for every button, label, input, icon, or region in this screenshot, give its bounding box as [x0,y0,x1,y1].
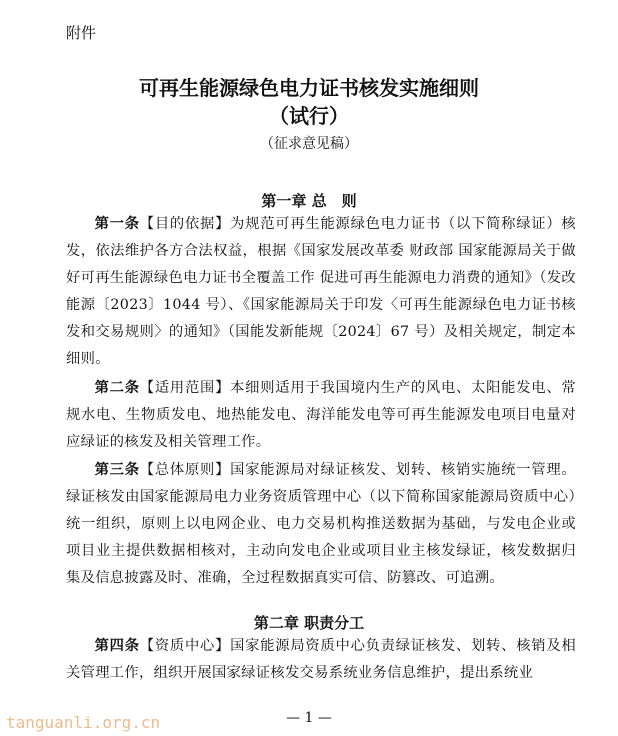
article-1 [66,211,576,373]
article-2-head: 第二条 [94,380,140,396]
attachment-label: 附件 [66,24,97,42]
chapter-1-title: 第一章 总 则 [261,192,357,210]
article-1-head: 第一条 [94,216,140,232]
article-2 [66,375,576,456]
article-4 [66,633,576,687]
article-3 [66,457,576,592]
draft-note: （征求意见稿） [260,136,358,152]
article-1-text: 【目的依据】为规范可再生能源绿色电力证书（以下简称绿证）核发，依法维护各方合法权益，根据《国家发展改革委 财政部 国家能源局关于做好可再生能源绿色电力证书全覆盖工作 促进可再生能源电力消费的通知》（发改能源〔2023〕1044 号）、《国家能源局关于印发〈可再生能源绿色电力证书核发和交易规则〉的通知》（国能发新能规〔2024〕67 号）及相关规定，制定本细则。 [66,216,577,367]
document-subtitle: （试行） [269,104,349,128]
chapter-2-title: 第二章 职责分工 [253,614,365,632]
article-3-text: 【总体原则】国家能源局对绿证核发、划转、核销实施统一管理。绿证核发由国家能源局电力业务资质管理中心（以下简称国家能源局资质中心）统一组织，原则上以电网企业、电力交易机构推送数据为基础，与发电企业或项目业主提供数据相核对，主动向发电企业或项目业主核发绿证，核发数据归集及信息披露及时、准确，全过程数据真实可信、防篡改、可追溯。 [66,462,577,586]
watermark: tanguanli.org.cn [6,713,161,732]
page-number: — 1 — [286,710,332,726]
article-4-text: 【资质中心】国家能源局资质中心负责绿证核发、划转、核销及相关管理工作，组织开展国家绿证核发交易系统业务信息维护，提出系统业 [66,638,577,681]
article-3-head: 第三条 [94,462,140,478]
article-2-text: 【适用范围】本细则适用于我国境内生产的风电、太阳能发电、常规水电、生物质发电、地热能发电、海洋能发电等可再生能源发电项目电量对应绿证的核发及相关管理工作。 [66,380,577,450]
article-4-head: 第四条 [94,638,140,654]
document-title: 可再生能源绿色电力证书核发实施细则 [139,76,479,100]
